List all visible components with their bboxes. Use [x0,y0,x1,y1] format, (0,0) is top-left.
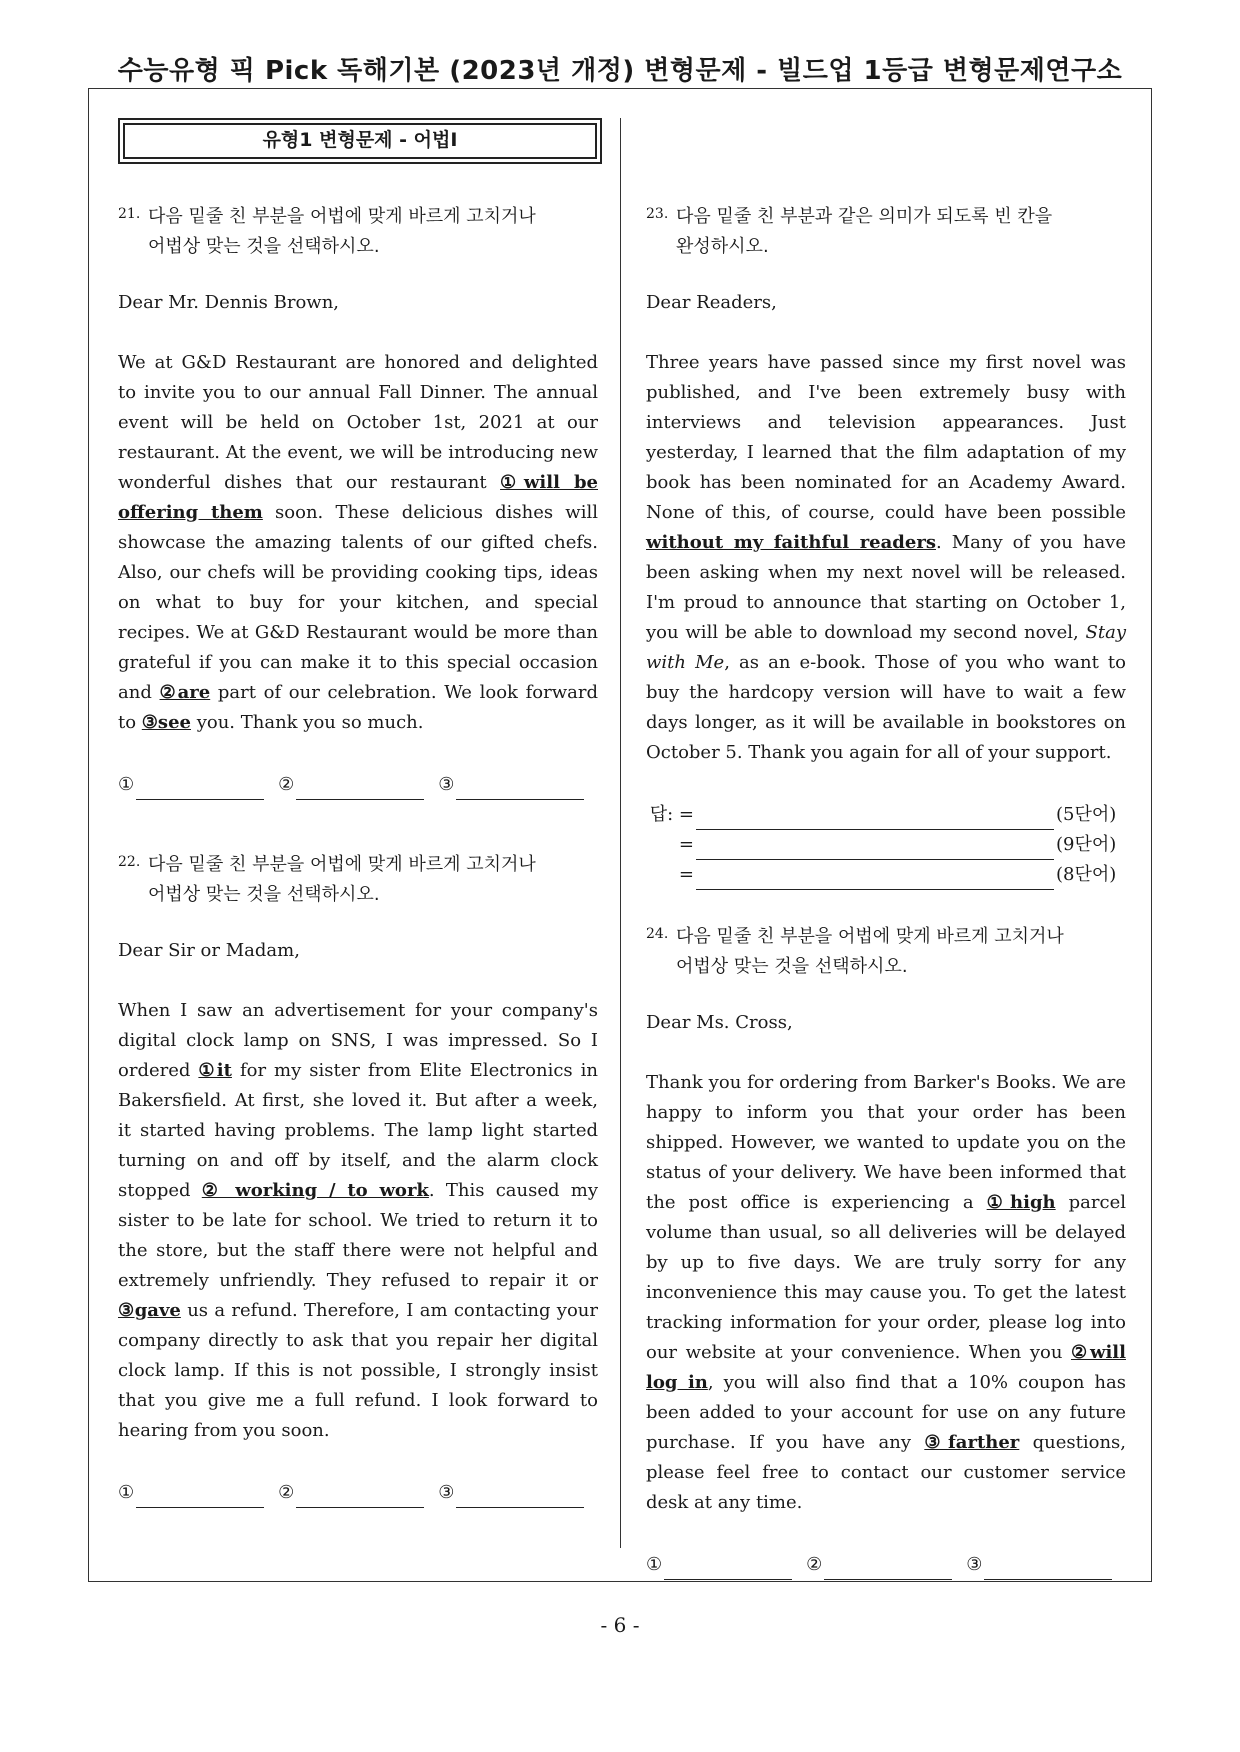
passage-21 [118,348,598,738]
passage-text: for my sister from Elite Electronics in Bakersfield. At first, she loved it. But after a week, it started having problems. The lamp light started turning on and off by itself, and the alarm clock stopped [118,1060,598,1201]
blank-line [296,1487,424,1508]
equals-sign: = [678,804,694,825]
question-number: 23. [646,206,669,222]
underlined-item: ② working / to work [201,1180,429,1201]
instruction-line: 완성하시오. [676,236,769,257]
underlined-item: ③gave [118,1300,181,1321]
passage-text: part of our celebration. We look forward to [118,682,598,733]
answer-blank[interactable] [966,1550,1112,1580]
blank-line [136,779,264,800]
salutation: Dear Sir or Madam, [118,940,300,961]
blank-label: ② [278,1482,295,1503]
answer-blanks-21 [118,770,598,800]
blank-label: ③ [438,1482,455,1503]
answer-blank[interactable] [438,770,584,800]
blank-label: ② [278,774,295,795]
answer-row[interactable] [646,800,1126,830]
novel-title: Stay with Me [646,622,1126,673]
passage-text: parcel volume than usual, so all deliveries will be delayed by up to five days. We are truly sorry for any inconvenience this may cause you. To get the latest tracking information for your order, please log into our website at your convenience. When you [646,1192,1126,1363]
underlined-item: ②are [159,682,211,703]
passage-text: , as an e-book. Those of you who want to buy the hardcopy version will have to wait a few days longer, as it will be available in bookstores on October 5. Thank you again for all of your support. [646,652,1126,763]
section-title: 유형1 변형문제 - 어법Ⅰ [123,123,597,159]
answer-blank[interactable] [438,1478,584,1508]
column-divider [620,118,621,1548]
passage-text: questions, please feel free to contact our customer service desk at any time. [646,1432,1126,1513]
answer-blank[interactable] [806,1550,952,1580]
answer-row[interactable] [646,830,1126,860]
salutation: Dear Readers, [646,292,777,313]
answer-prefix [646,800,694,830]
underlined-item: ①high [986,1192,1056,1213]
answer-blanks-24 [646,1550,1126,1580]
instruction-line: 어법상 맞는 것을 선택하시오. [676,956,908,977]
page-number: - 6 - [600,1613,640,1637]
instruction-line: 다음 밑줄 친 부분을 어법에 맞게 바르게 고치거나 [148,206,536,227]
passage-text: Thank you for ordering from Barker's Books. We are happy to inform you that your order has been shipped. However, we wanted to update you on the status of your delivery. We have been informed that the post office is experiencing a [646,1072,1126,1213]
passage-23 [646,348,1126,768]
question-24-instruction [646,922,1126,982]
answer-line [696,867,1054,890]
underlined-item: ②will log in [646,1342,1126,1393]
word-count: (8단어) [1056,864,1117,885]
answer-blank[interactable] [278,1478,424,1508]
passage-24 [646,1068,1126,1518]
salutation: Dear Mr. Dennis Brown, [118,292,340,313]
answer-line [696,837,1054,860]
answer-row[interactable] [646,860,1126,890]
blank-line [296,779,424,800]
passage-text: you. Thank you so much. [190,712,424,733]
passage-text: . This caused my sister to be late for school. We tried to return it to the store, but the staff there were not helpful and extremely unfriendly. They refused to repair it or [118,1180,598,1291]
answer-blanks-22 [118,1478,598,1508]
answer-blank[interactable] [646,1550,792,1580]
right-column [646,118,1126,1630]
blank-line [136,1487,264,1508]
word-count: (9단어) [1056,834,1117,855]
word-count: (5단어) [1056,804,1117,825]
answer-prefix [646,860,694,890]
question-23-instruction [646,202,1126,262]
answer-blank[interactable] [118,1478,264,1508]
equals-sign: = [678,834,694,855]
answer-blank[interactable] [118,770,264,800]
passage-text: us a refund. Therefore, I am contacting your company directly to ask that you repair her digital clock lamp. If this is not possible, I strongly insist that you give me a full refund. I look forward to hearing from you soon. [118,1300,599,1441]
passage-text: Three years have passed since my first novel was published, and I've been extremely busy with interviews and television appearances. Just yesterday, I learned that the film adaptation of my book has been nominated for an Academy Award. None of this, of course, could have been possible [646,352,1126,523]
blank-line [664,1559,792,1580]
instruction-line: 다음 밑줄 친 부분을 어법에 맞게 바르게 고치거나 [148,854,536,875]
underlined-item: ③see [141,712,191,733]
blank-label: ② [806,1554,823,1575]
blank-label: ① [118,774,135,795]
instruction-line: 다음 밑줄 친 부분을 어법에 맞게 바르게 고치거나 [676,926,1064,947]
instruction-line: 어법상 맞는 것을 선택하시오. [148,236,380,257]
passage-22 [118,996,598,1446]
question-22-instruction [118,850,598,910]
answer-lines-23 [646,800,1126,890]
answer-blank[interactable] [278,770,424,800]
underlined-item: without my faithful readers [646,532,936,553]
blank-line [456,1487,584,1508]
answer-line [696,807,1054,830]
page-header: 수능유형 픽 Pick 독해기본 (2023년 개정) 변형문제 - 빌드업 1등급 변형문제연구소 [117,56,1123,86]
passage-text: soon. These delicious dishes will showcase the amazing talents of our gifted chefs. Also, our chefs will be providing cooking tips, ideas on what to buy for your kitchen, and special recipes. We at G&D Restaurant would be more than grateful if you can make it to this special occasion and [118,502,598,703]
blank-label: ③ [438,774,455,795]
instruction-line: 어법상 맞는 것을 선택하시오. [148,884,380,905]
equals-sign: = [678,864,694,885]
underlined-item: ①will be offering them [118,472,599,523]
question-number: 21. [118,206,141,222]
blank-label: ① [118,1482,135,1503]
blank-line [456,779,584,800]
blank-label: ③ [966,1554,983,1575]
question-21-instruction [118,202,598,262]
blank-label: ① [646,1554,663,1575]
blank-line [984,1559,1112,1580]
section-title-box [118,118,602,164]
blank-line [824,1559,952,1580]
underlined-item: ①it [198,1060,232,1081]
answer-prefix [646,830,694,860]
passage-text: We at G&D Restaurant are honored and delighted to invite you to our annual Fall Dinner. The annual event will be held on October 1st, 2021 at our restaurant. At the event, we will be introducing new wonderful dishes that our restaurant [118,352,598,493]
question-number: 24. [646,926,669,942]
salutation: Dear Ms. Cross, [646,1012,793,1033]
answer-label: 답: [649,804,674,825]
underlined-item: ③farther [924,1432,1020,1453]
passage-text: , you will also find that a 10% coupon has been added to your account for use on any future purchase. If you have any [646,1372,1126,1453]
passage-text: . Many of you have been asking when my next novel will be released. I'm proud to announce that starting on October 1, you will be able to download my second novel, [646,532,1127,643]
instruction-line: 다음 밑줄 친 부분과 같은 의미가 되도록 빈 칸을 [676,206,1053,227]
question-number: 22. [118,854,141,870]
passage-text: When I saw an advertisement for your company's digital clock lamp on SNS, I was impressed. So I ordered [118,1000,598,1081]
left-column [118,118,598,1558]
